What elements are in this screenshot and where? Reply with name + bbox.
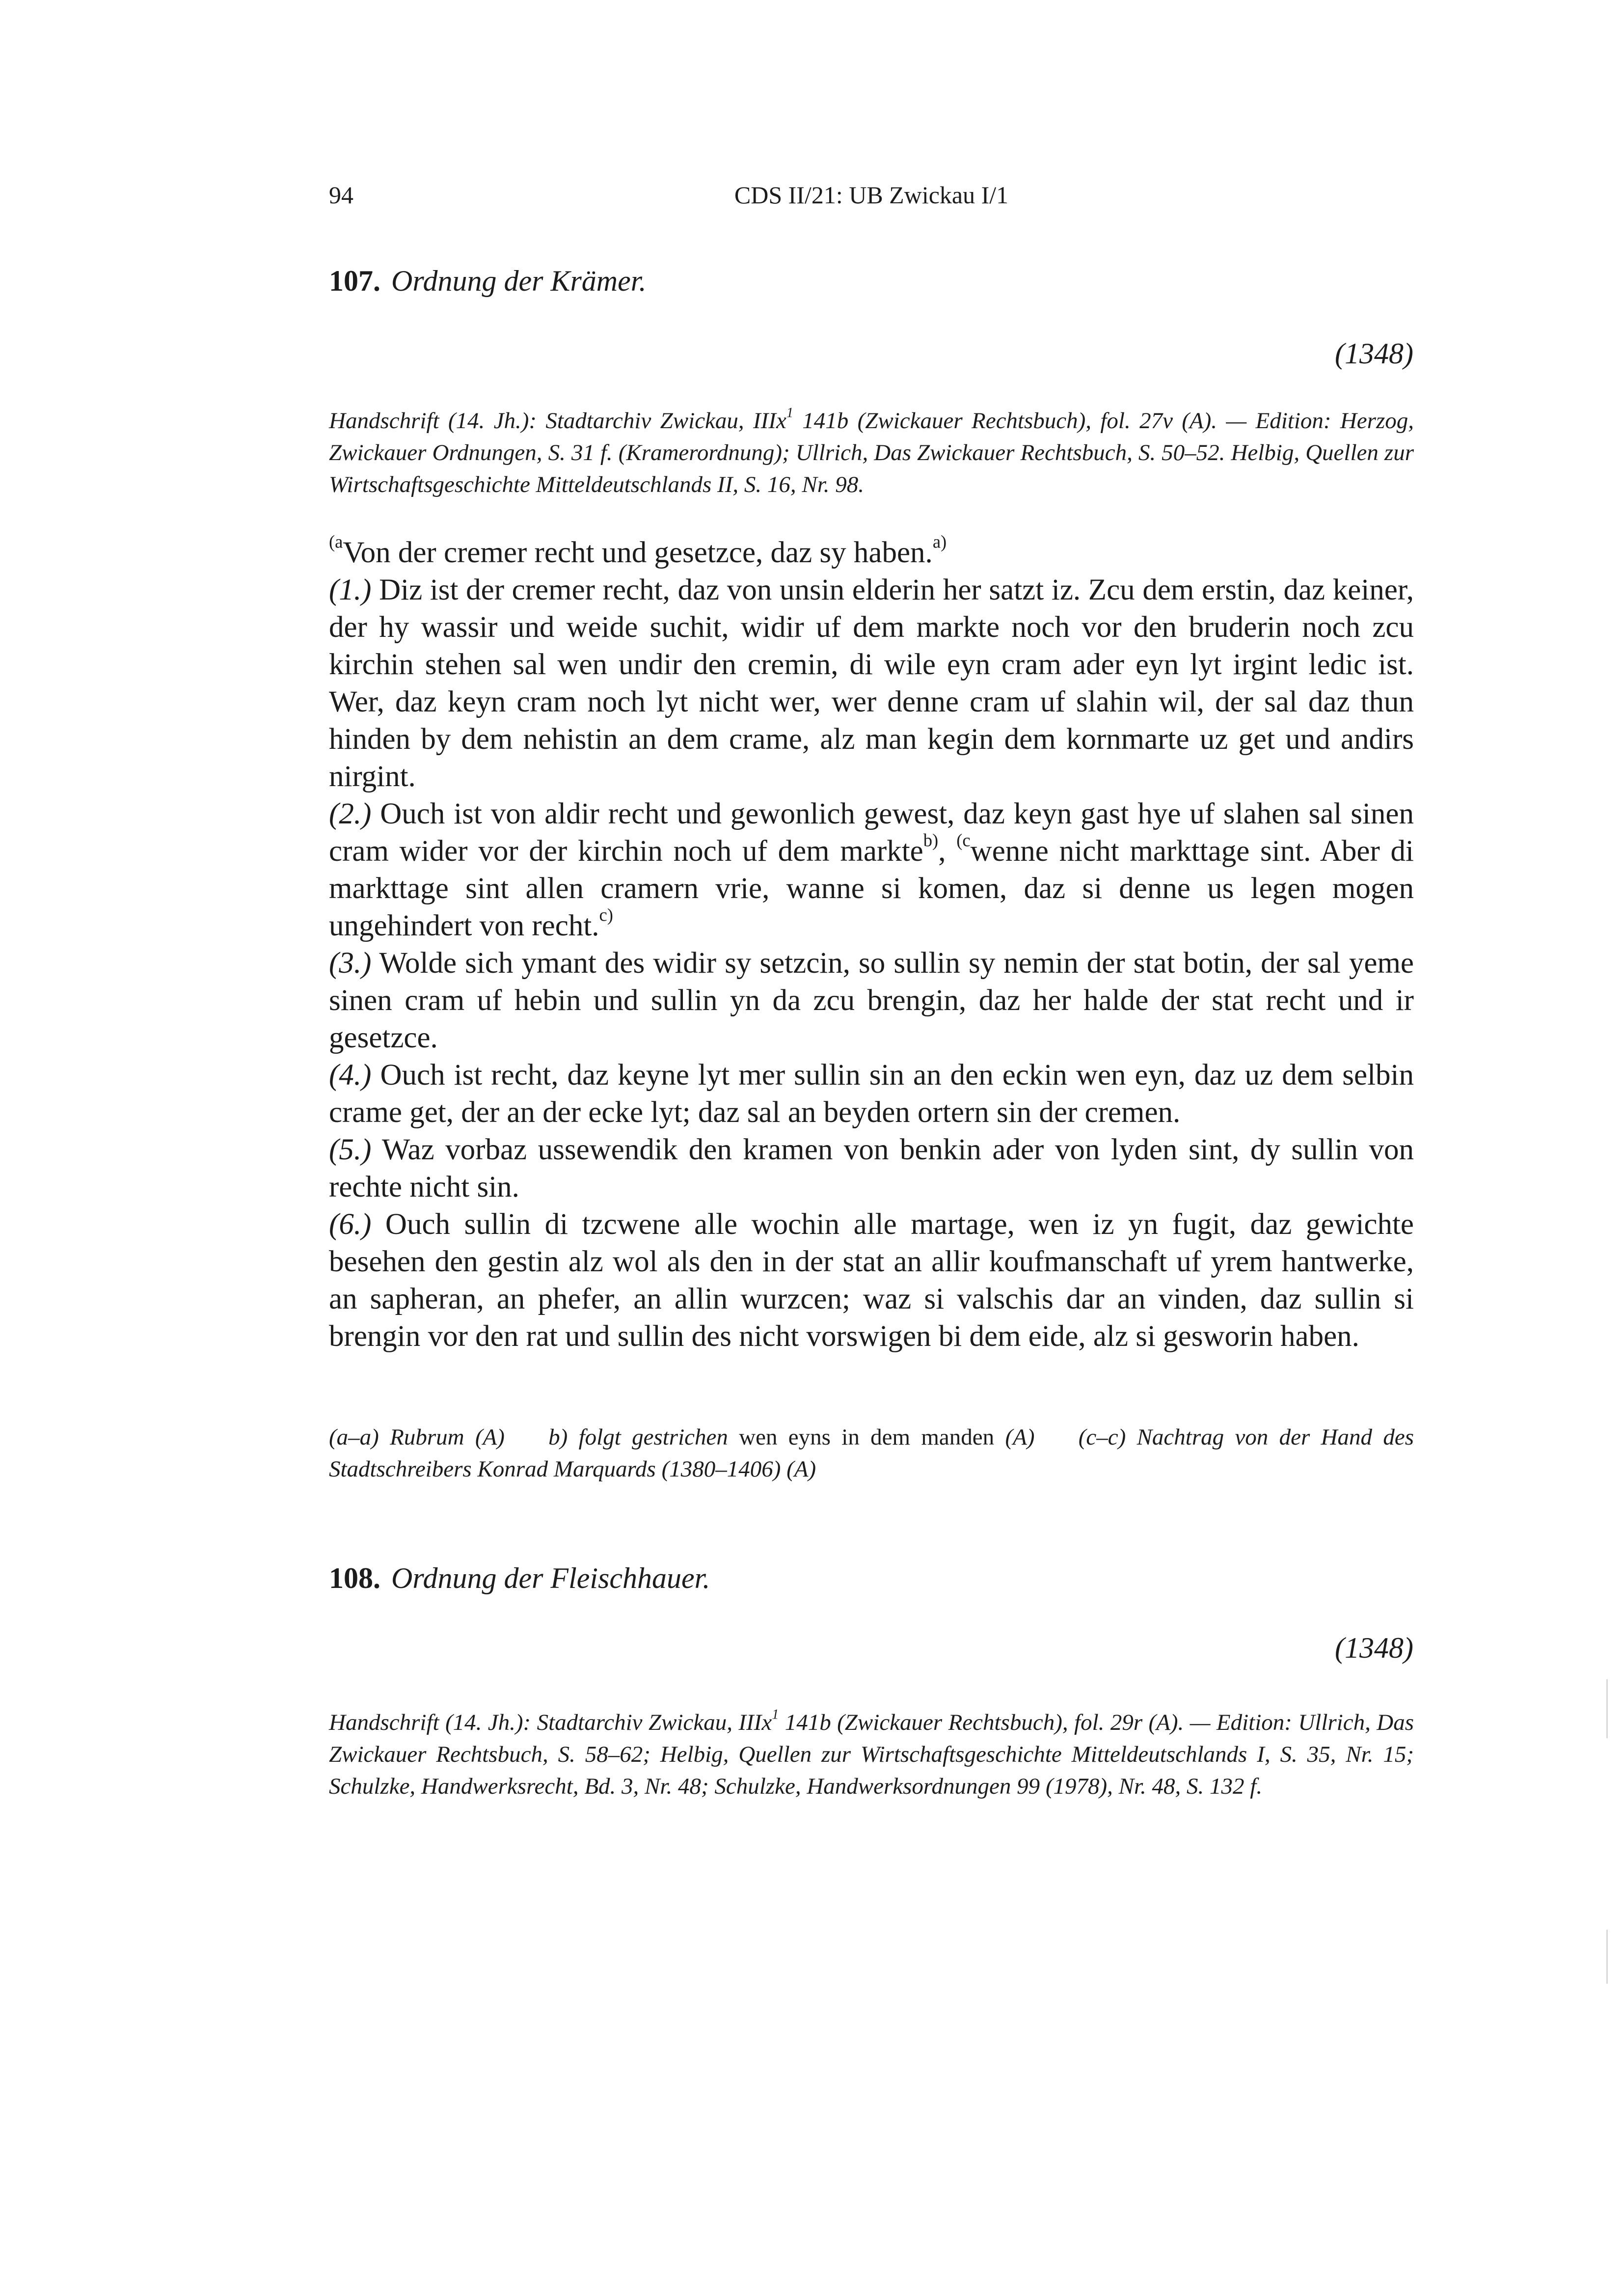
note-a: (a–a) Rubrum (A) xyxy=(329,1424,505,1450)
note-c: (c–c) Nachtrag von der Hand des Stadtschreibers Konrad Marquards (1380–1406) (A) xyxy=(329,1424,1414,1482)
doc-107-heading xyxy=(329,264,1414,298)
section-5: (5.) Waz vorbaz ussewendik den kramen von benkin ader von lyden sint, dy sullin von rechte nicht sin. xyxy=(329,1133,1414,1203)
doc-108-source-note: Handschrift (14. Jh.): Stadtarchiv Zwickau, IIIx$^1$ 141b (Zwickauer Rechtsbuch), fol. 29r (A). — Edition: Ullrich, Das Zwickauer Rechtsbuch, S. 58–62; Helbig, Quellen zur Wirtschaftsgeschichte Mitteldeutschlands I, S. 35, Nr. 15; Schulzke, Handwerksrecht, Bd. 3, Nr. 48; Schulzke, Handwerksordnungen 99 (1978), Nr. 48, S. 132 f. xyxy=(329,1707,1414,1799)
section-4: (4.) Ouch ist recht, daz keyne lyt mer sullin sin an den eckin wen eyn, daz uz dem selbin crame get, der an der ecke lyt; daz sal an beyden ortern sin der cremen. xyxy=(329,1059,1414,1129)
doc-107-apparatus xyxy=(329,1421,1414,1485)
page-header xyxy=(329,181,1414,215)
note-b-text: wen eyns in dem manden xyxy=(739,1424,995,1450)
doc-107-title: Ordnung der Krämer. xyxy=(391,265,647,297)
doc-107-text xyxy=(329,531,1414,1355)
scan-artifact xyxy=(1606,1930,1608,1984)
doc-107-rubric: $^{(a}$Von der cremer recht und gesetzce, daz sy haben.$^{a)}$ xyxy=(329,531,947,569)
doc-107-date: (1348) xyxy=(1335,337,1413,370)
doc-108-title: Ordnung der Fleischhauer. xyxy=(391,1562,710,1594)
note-b-siglum: (A) xyxy=(1005,1424,1035,1450)
section-6: (6.) Ouch sullin di tzcwene alle wochin alle martage, wen iz yn fugit, daz gewichte besehen den gestin alz wol als den in der stat an allir koufmanschaft uf yrem hantwerke, an sapheran, an phefer, an allin wurzcen; waz si valschis dar an vinden, daz sullin si brengin vor den rat und sullin des nicht vorswigen bi dem eide, alz si gesworin haben. xyxy=(329,1208,1414,1353)
running-title: CDS II/21: UB Zwickau I/1 xyxy=(734,181,1009,209)
section-1: (1.) Diz ist der cremer recht, daz von unsin elderin her satzt iz. Zcu dem erstin, daz keiner, der hy wassir und weide suchit, widir uf dem markte noch vor den bruderin noch zcu kirchin stehen sal wen undir den cremin, di wile eyn cram ader eyn lyt irgint ledic ist. Wer, daz keyn cram noch lyt nicht wer, wer denne cram uf slahin wil, der sal daz thun hinden by dem nehistin an dem crame, alz man kegin dem kornmarte uz get und andirs nirgint. xyxy=(329,574,1414,793)
doc-108-heading xyxy=(329,1561,1414,1595)
section-2: (2.) Ouch ist von aldir recht und gewonlich gewest, daz keyn gast hye uf slahen sal sinen cram wider vor der kirchin noch uf dem markte$^{b)}$, $^{(c}$wenne nicht markttage sint. Aber di markttage sint allen cramern vrie, wanne si komen, daz si denne us legen mogen ungehindert von recht.$^{c)}$ xyxy=(329,797,1414,942)
doc-107-source-note: Handschrift (14. Jh.): Stadtarchiv Zwickau, IIIx$^1$ 141b (Zwickauer Rechtsbuch), fol. 27v (A). — Edition: Herzog, Zwickauer Ordnungen, S. 31 f. (Kramerordnung); Ullrich, Das Zwickauer Rechtsbuch, S. 50–52. Helbig, Quellen zur Wirtschaftsgeschichte Mitteldeutschlands II, S. 16, Nr. 98. xyxy=(329,405,1414,497)
doc-108-number: 108. xyxy=(329,1562,380,1594)
doc-108-date: (1348) xyxy=(1335,1632,1413,1664)
doc-107-number: 107. xyxy=(329,265,380,297)
section-3: (3.) Wolde sich ymant des widir sy setzcin, so sullin sy nemin der stat botin, der sal yeme sinen cram uf hebin und sullin yn da zcu brengin, daz her halde der stat recht und ir gesetzce. xyxy=(329,947,1414,1054)
page-number: 94 xyxy=(329,181,353,209)
scan-artifact xyxy=(1606,1679,1608,1738)
note-b-label: b) folgt gestrichen xyxy=(548,1424,728,1450)
